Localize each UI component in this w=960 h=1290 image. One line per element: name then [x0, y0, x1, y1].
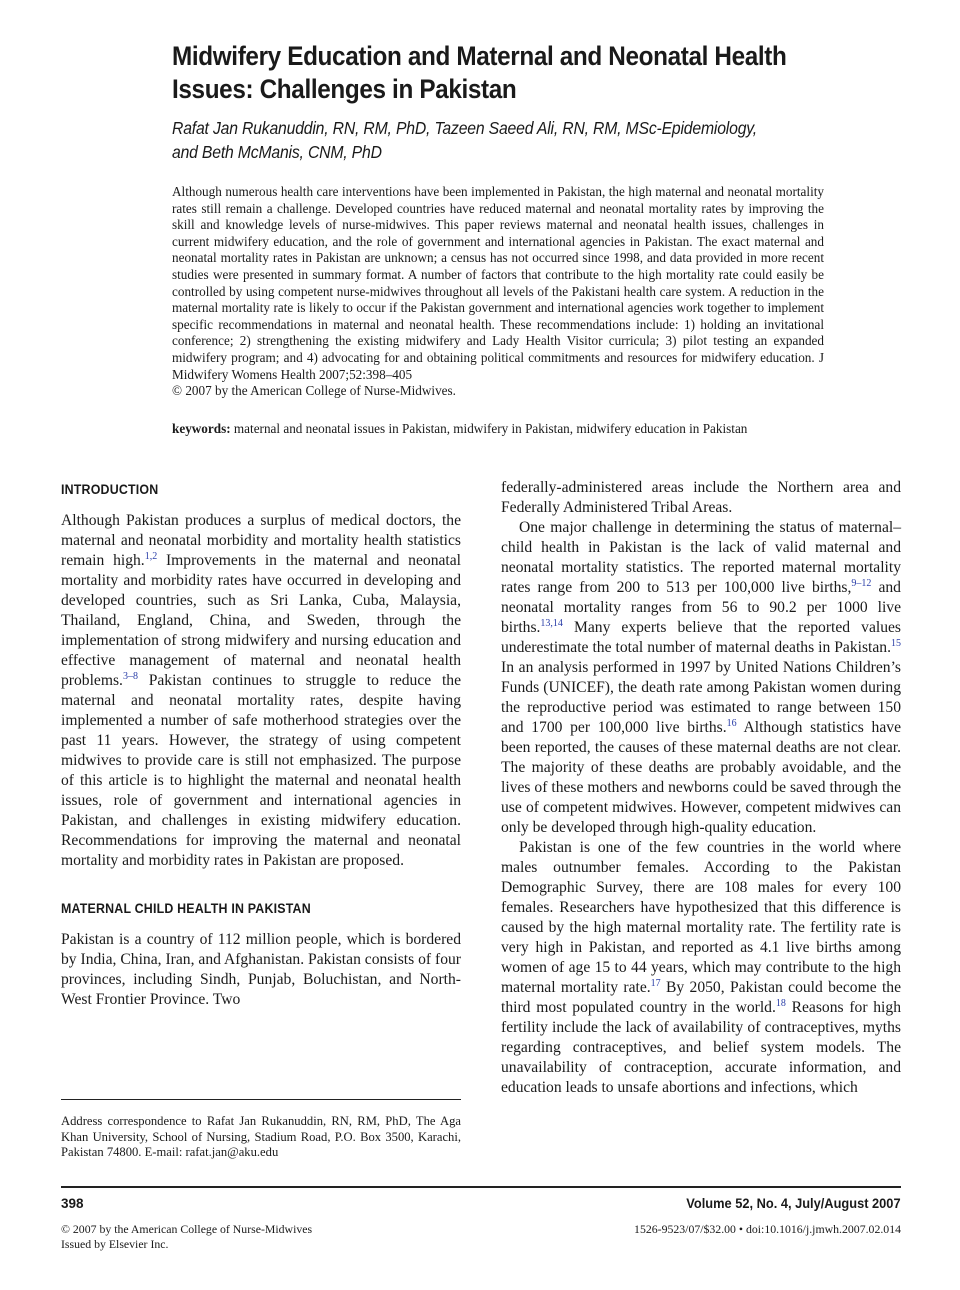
- footer-copyright: [61, 1222, 312, 1252]
- authors-line-1: Rafat Jan Rukanuddin, RN, RM, PhD, Tazeen Saeed Ali, RN, RM, MSc-Epidemiology,: [172, 118, 758, 138]
- copyright-line-2: Issued by Elsevier Inc.: [61, 1237, 169, 1251]
- abstract: [172, 184, 824, 400]
- footnote-divider: [61, 1099, 461, 1100]
- keywords: [172, 421, 824, 438]
- abstract-copyright: © 2007 by the American College of Nurse-Midwives.: [172, 383, 456, 399]
- doi-link[interactable]: 1526-9523/07/$32.00 • doi:10.1016/j.jmwh.2007.02.014: [634, 1222, 901, 1236]
- text-run: Many experts believe that the reported values underestimate the total number of maternal deaths in Pakistan.: [501, 619, 901, 656]
- article-title: Midwifery Education and Maternal and Neonatal Health Issues: Challenges in Pakistan: [172, 41, 787, 104]
- citation-link[interactable]: 15: [891, 638, 901, 649]
- copyright-line-1: © 2007 by the American College of Nurse-Midwives: [61, 1222, 313, 1236]
- correspondence-footnote: Address correspondence to Rafat Jan Rukanuddin, RN, RM, PhD, The Aga Khan University, School of Nursing, Stadium Road, P.O. Box 3500, Karachi, Pakistan 74800. E-mail: rafat.jan@aku.edu: [61, 1114, 461, 1160]
- text-run: In an analysis performed in 1997 by United Nations Children’s Funds (UNICEF), the death rate among Pakistan women during the reproductive period was estimated to range between 150 and 1700 per 100,000 live births.: [501, 659, 901, 736]
- text-run: Although statistics have been reported, the causes of these maternal deaths are not clear. The majority of these deaths are probably avoidable, and the lives of these mothers and newborns could be saved through the use of competent midwives. However, competent midwives can only be developed through high-quality education.: [501, 719, 901, 836]
- citation-link[interactable]: 9–12: [851, 578, 872, 589]
- citation-link[interactable]: 16: [726, 718, 737, 729]
- page-number: 398: [61, 1196, 84, 1211]
- abstract-text: Although numerous health care interventions have been implemented in Pakistan, the high maternal and neonatal mortality rates still remain a challenge. Developed countries have reduced maternal and neonatal mortality rates by improving the skill and knowledge levels of nurse-midwives. This paper reviews maternal and neonatal health issues, challenges in current midwifery education, and the role of government and international agencies in Pakistan. The exact maternal and neonatal mortality rates in Pakistan are unknown; a census has not occurred since 1998, and data provided in more recent studies were presented in summary format. A number of factors that contribute to the high mortality rate could easily be controlled by using competent nurse-midwives throughout all levels of the Pakistani health care system. A reduction in the maternal mortality rate is likely to occur if the Pakistan government and international agencies work together to implement specific recommendations in maternal and neonatal health. These recommendations include: 1) holding an invitational conference; 2) strengthening the existing midwifery and Lady Health Visitor curricula; 3) pilot testing an expanded midwifery program; and 4) advocating for and obtaining political commitments and resources for midwifery education. J Midwifery Womens Health 2007;52:398–405: [172, 184, 824, 382]
- authors-line-2: and Beth McManis, CNM, PhD: [172, 142, 382, 162]
- paragraph-continued: federally-administered areas include the Northern area and Federally Administered Tribal Areas.: [501, 479, 901, 516]
- paragraph-demographics: [501, 838, 901, 1098]
- footer-divider: [61, 1186, 901, 1188]
- text-run: By 2050, Pakistan could become the third most populated country in the world.: [501, 979, 902, 1016]
- journal-issue: Volume 52, No. 4, July/August 2007: [686, 1196, 901, 1211]
- left-column: [61, 478, 461, 1010]
- citation-link[interactable]: 3–8: [122, 671, 138, 682]
- text-run: Pakistan is one of the few countries in the world where males outnumber females. According to the Pakistan Demographic Survey, there are 108 males for every 100 females. Researchers have hypothesized that this difference is caused by the high maternal mortality rate. The fertility rate is very high in Pakistan, and reported as 4.1 live births among women of age 15 to 44 years, which may contribute to the high maternal mortality rate.: [501, 839, 901, 996]
- author-list: [172, 116, 802, 164]
- text-run: Reasons for high fertility include the lack of availability of contraceptives, myths regarding contraceptives, and belief system models. The unavailability of contraception, accurate information, and education leads to unsafe abortions and infections, which: [501, 999, 901, 1096]
- keywords-text: maternal and neonatal issues in Pakistan, midwifery in Pakistan, midwifery education in Pakistan: [233, 421, 748, 436]
- paragraph-introduction: [61, 511, 461, 871]
- keywords-label: keywords:: [172, 421, 231, 436]
- text-run: and neonatal mortality ranges from 56 to 90.2 per 1000 live births.: [501, 579, 901, 636]
- citation-link[interactable]: 18: [775, 998, 786, 1009]
- paragraph-statistics: [501, 518, 901, 838]
- paragraph-maternal-child-health: Pakistan is a country of 112 million people, which is bordered by India, China, Iran, and Afghanistan. Pakistan consists of four provinces, including Sindh, Punjab, Boluchistan, and North-West Frontier Province. Two: [61, 931, 461, 1008]
- section-heading-introduction: INTRODUCTION: [61, 482, 159, 497]
- right-column: [501, 478, 901, 1098]
- section-heading-maternal-child-health: MATERNAL CHILD HEALTH IN PAKISTAN: [61, 901, 311, 916]
- text-run: Pakistan continues to struggle to reduce the maternal and neonatal mortality rates, despite having implemented a number of safe motherhood strategies over the past 11 years. However, the strategy of using competent midwives to provide care is still not emphasized. The purpose of this article is to highlight the maternal and neonatal health issues, role of government and international agencies in Pakistan, and challenges in existing midwifery education. Recommendations for improving the maternal and neonatal mortality and morbidity rates in Pakistan are proposed.: [61, 672, 461, 869]
- text-run: Improvements in the maternal and neonatal mortality and morbidity rates have occurred in developing and developed countries, such as Sri Lanka, Cuba, Malaysia, Thailand, England, China, and Sweden, through the implementation of strong midwifery and nursing education and effective management of maternal and neonatal health problems.: [61, 552, 461, 689]
- text-run: Although Pakistan produces a surplus of medical doctors, the maternal and neonatal morbidity and mortality health statistics remain high.: [61, 512, 461, 569]
- citation-link[interactable]: 1,2: [144, 551, 158, 562]
- citation-link[interactable]: 17: [650, 978, 661, 989]
- text-run: One major challenge in determining the status of maternal–child health in Pakistan is the lack of valid maternal and neonatal mortality statistics. The reported maternal mortality rates range from 200 to 513 per 100,000 live births,: [501, 519, 901, 596]
- citation-link[interactable]: 13,14: [540, 618, 563, 629]
